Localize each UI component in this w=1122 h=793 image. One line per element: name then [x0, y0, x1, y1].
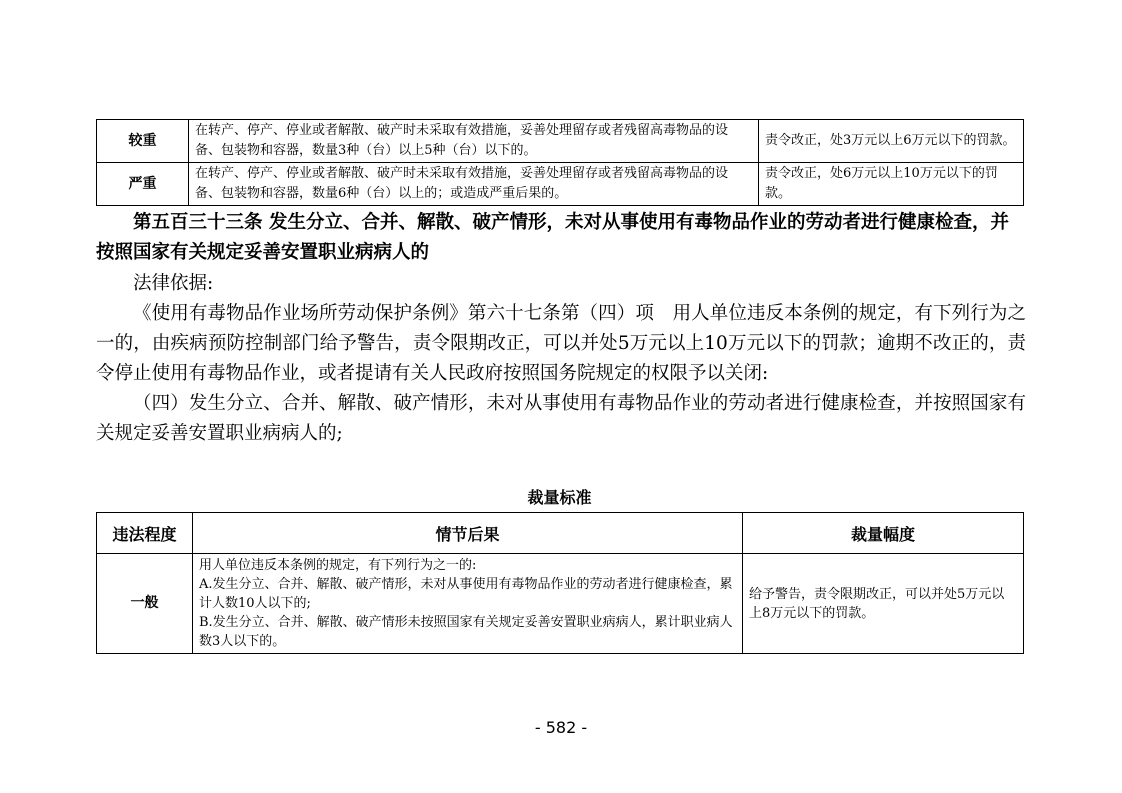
table-row: [97, 120, 1024, 163]
legal-basis-paragraph: 《使用有毒物品作业场所劳动保护条例》第六十七条第（四）项 用人单位违反本条例的规定，有下列行为之一的，由疾病预防控制部门给予警告，责令限期改正，可以并处5万元以上10万元以下的罚款；逾期不改正的，责令停止使用有毒物品作业，或者提请有关人民政府按照国务院规定的权限予以关闭:: [96, 303, 1026, 384]
discretion-standard-table: [96, 512, 1024, 654]
severity-level-cell: 较重: [97, 120, 189, 163]
circumstance-line: B.发生分立、合并、解散、破产情形未按照国家有关规定妥善安置职业病病人，累计职业病人数3人以下的。: [199, 615, 733, 649]
penalty-cell: 责令改正，处3万元以上6万元以下的罚款。: [759, 120, 1024, 163]
table-caption: 裁量标准: [527, 488, 592, 507]
circumstance-line: A.发生分立、合并、解散、破产情形，未对从事使用有毒物品作业的劳动者进行健康检查，累计人数10人以下的;: [199, 577, 733, 611]
header-severity: 违法程度: [97, 513, 193, 554]
table-row: [97, 554, 1024, 654]
penalty-cell: 责令改正，处6万元以上10万元以下的罚款。: [759, 163, 1024, 206]
severity-level-cell: 一般: [97, 554, 193, 654]
page-number: - 582 -: [534, 718, 588, 737]
circumstance-line: 用人单位违反本条例的规定，有下列行为之一的:: [199, 558, 477, 573]
clause-paragraph: （四）发生分立、合并、解散、破产情形，未对从事使用有毒物品作业的劳动者进行健康检查，并按照国家有关规定妥善安置职业病病人的;: [96, 393, 1026, 444]
article-title: [96, 208, 1026, 268]
circumstance-cell: 在转产、停产、停业或者解散、破产时未采取有效措施，妥善处理留存或者残留高毒物品的设备、包装物和容器，数量3种（台）以上5种（台）以下的。: [189, 120, 759, 163]
legal-basis-label: 法律依据:: [133, 273, 214, 294]
penalty-cell: 给予警告，责令限期改正，可以并处5万元以上8万元以下的罚款。: [743, 554, 1024, 654]
header-penalty-range: 裁量幅度: [743, 513, 1024, 554]
article-title-text: 第五百三十三条 发生分立、合并、解散、破产情形，未对从事使用有毒物品作业的劳动者进行健康检查，并按照国家有关规定妥善安置职业病病人的: [96, 212, 1009, 263]
continued-standard-table: [96, 119, 1024, 206]
header-circumstance: 情节后果: [193, 513, 743, 554]
severity-level-cell: 严重: [97, 163, 189, 206]
circumstance-cell: 在转产、停产、停业或者解散、破产时未采取有效措施，妥善处理留存或者残留高毒物品的设备、包装物和容器，数量6种（台）以上的；或造成严重后果的。: [189, 163, 759, 206]
table-row: [97, 163, 1024, 206]
table-header-row: [97, 513, 1024, 554]
legal-basis-section: [96, 269, 1026, 449]
circumstance-cell: [193, 554, 743, 654]
